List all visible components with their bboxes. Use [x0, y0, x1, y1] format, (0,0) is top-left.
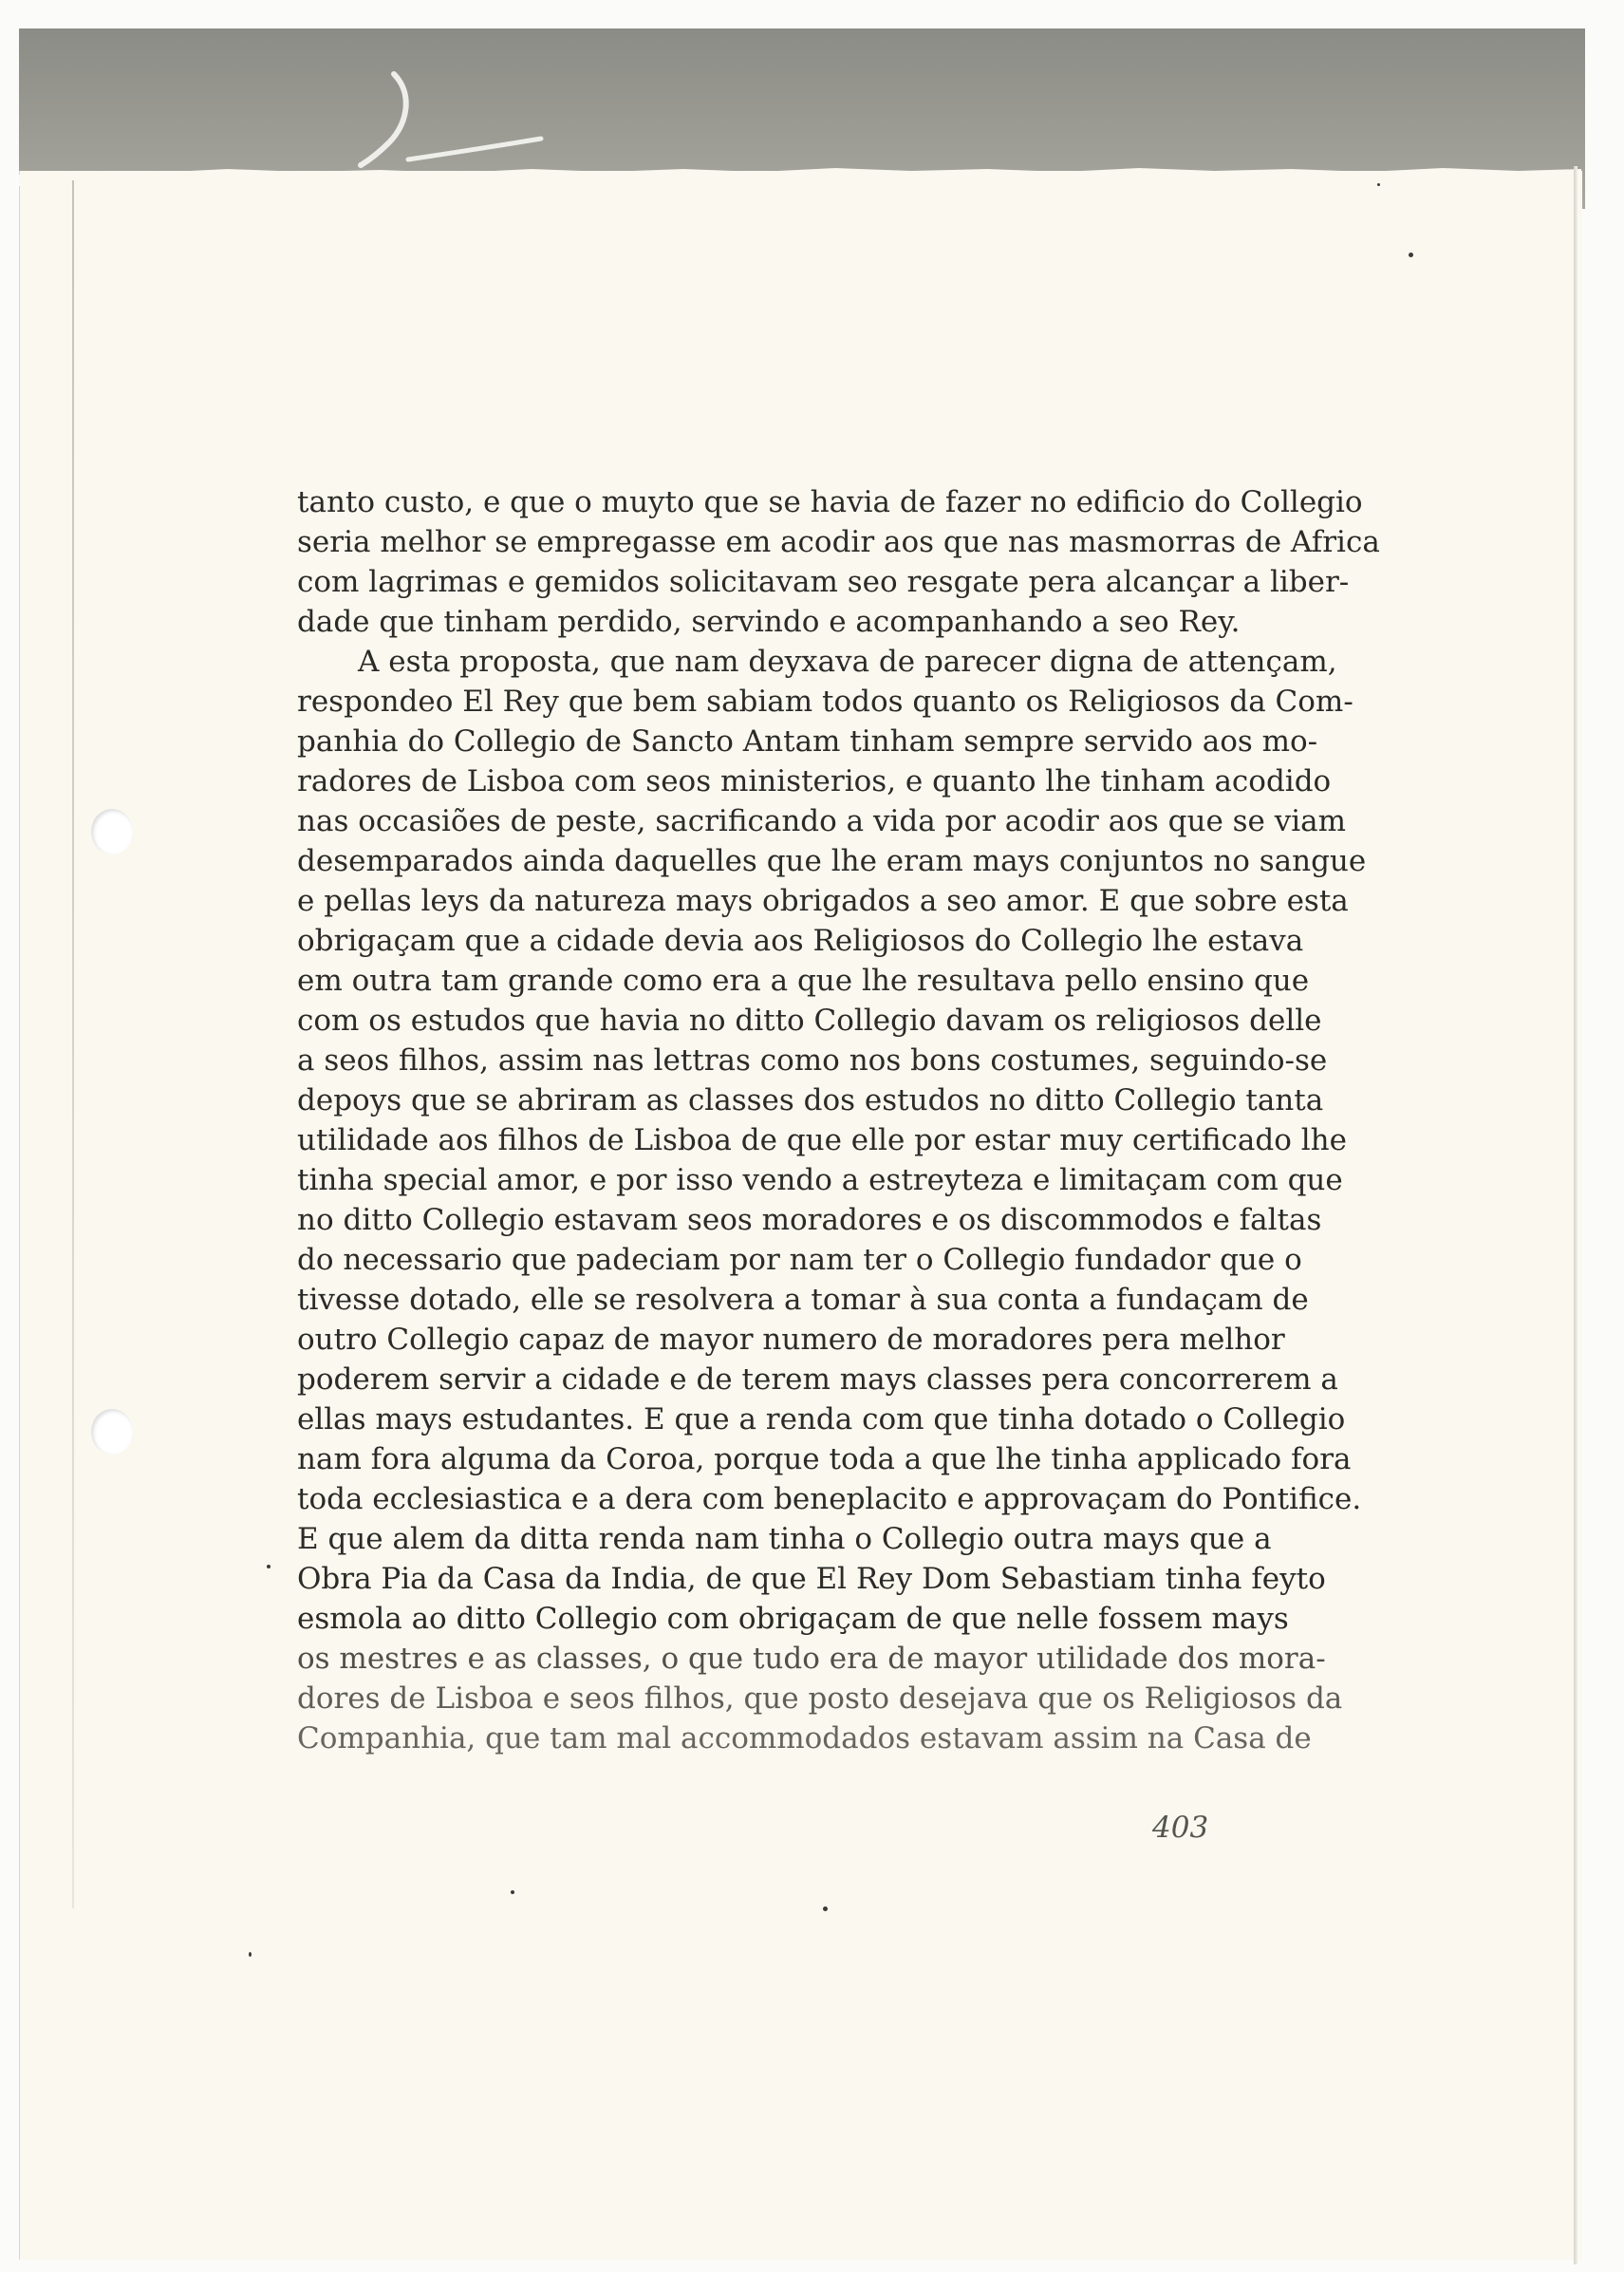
text-line: a seos filhos, assim nas lettras como nos bons costumes, seguindo-se [297, 1043, 1328, 1078]
text-line: seria melhor se empregasse em acodir aos que nas masmorras de Africa [297, 525, 1380, 559]
text-line: dade que tinham perdido, servindo e acompanhando a seo Rey. [297, 605, 1241, 639]
text-line: tinha special amor, e por isso vendo a estreyteza e limitaçam com que [297, 1163, 1343, 1197]
speck [249, 1952, 252, 1957]
paragraph [297, 642, 1367, 1758]
speck [511, 1890, 514, 1894]
text-line: em outra tam grande como era a que lhe resultava pello ensino que [297, 964, 1310, 998]
text-line: dores de Lisboa e seos filhos, que posto desejava que os Religiosos da [297, 1681, 1343, 1716]
body-text [297, 482, 1380, 1758]
text-line: esmola ao ditto Collegio com obrigaçam de que nelle fossem mays [297, 1602, 1289, 1636]
text-line: e pellas leys da natureza mays obrigados a seo amor. E que sobre esta [297, 884, 1349, 918]
speck [1409, 253, 1413, 257]
text-line: utilidade aos filhos de Lisboa de que elle por estar muy certificado lhe [297, 1123, 1347, 1157]
text-line: com lagrimas e gemidos solicitavam seo resgate pera alcançar a liber- [297, 565, 1350, 599]
text-line: no ditto Collegio estavam seos moradores e os discommodos e faltas [297, 1203, 1322, 1237]
speck [267, 1565, 271, 1568]
text-line: toda ecclesiastica e a dera com beneplacito e approvaçam do Pontifice. [297, 1482, 1362, 1516]
text-line: com os estudos que havia no ditto Collegio davam os religiosos delle [297, 1004, 1322, 1038]
text-line: respondeo El Rey que bem sabiam todos quanto os Religiosos da Com- [297, 685, 1353, 719]
text-line: tivesse dotado, elle se resolvera a tomar à sua conta a fundaçam de [297, 1283, 1309, 1317]
text-line: A esta proposta, que nam deyxava de parecer digna de attençam, [358, 645, 1337, 679]
paragraph [297, 482, 1380, 642]
text-line: Companhia, que tam mal accommodados estavam assim na Casa de [297, 1721, 1312, 1756]
text-line: do necessario que padeciam por nam ter o Collegio fundador que o [297, 1243, 1302, 1277]
speck [1377, 183, 1380, 186]
torn-top-edge [19, 158, 1581, 186]
page-number: 403 [1152, 1811, 1209, 1845]
text-line: desemparados ainda daquelles que lhe eram mays conjuntos no sangue [297, 844, 1367, 878]
right-page-edge [1574, 166, 1577, 2264]
text-line: obrigaçam que a cidade devia aos Religiosos do Collegio lhe estava [297, 924, 1304, 958]
punch-hole [91, 809, 133, 854]
punch-hole [91, 1409, 133, 1455]
text-line: panhia do Collegio de Sancto Antam tinham sempre servido aos mo- [297, 724, 1318, 759]
ink-stroke-mark [342, 66, 569, 171]
text-line: nam fora alguma da Coroa, porque toda a que lhe tinha applicado fora [297, 1442, 1352, 1476]
text-line: depoys que se abriram as classes dos estudos no ditto Collegio tanta [297, 1083, 1324, 1117]
text-line: tanto custo, e que o muyto que se havia de fazer no edificio do Collegio [297, 485, 1363, 519]
text-line: Obra Pia da Casa da India, de que El Rey Dom Sebastiam tinha feyto [297, 1562, 1326, 1596]
text-line: os mestres e as classes, o que tudo era de mayor utilidade dos mora- [297, 1642, 1326, 1676]
text-line: ellas mays estudantes. E que a renda com que tinha dotado o Collegio [297, 1402, 1346, 1436]
text-line: poderem servir a cidade e de terem mays classes pera concorrerem a [297, 1362, 1338, 1397]
speck [823, 1906, 828, 1911]
text-line: E que alem da ditta renda nam tinha o Collegio outra mays que a [297, 1522, 1272, 1556]
text-line: nas occasiões de peste, sacrificando a vida por acodir aos que se viam [297, 804, 1347, 838]
margin-rule [72, 180, 74, 1908]
text-line: outro Collegio capaz de mayor numero de moradores pera melhor [297, 1323, 1285, 1357]
text-line: radores de Lisboa com seos ministerios, e quanto lhe tinham acodido [297, 764, 1332, 798]
